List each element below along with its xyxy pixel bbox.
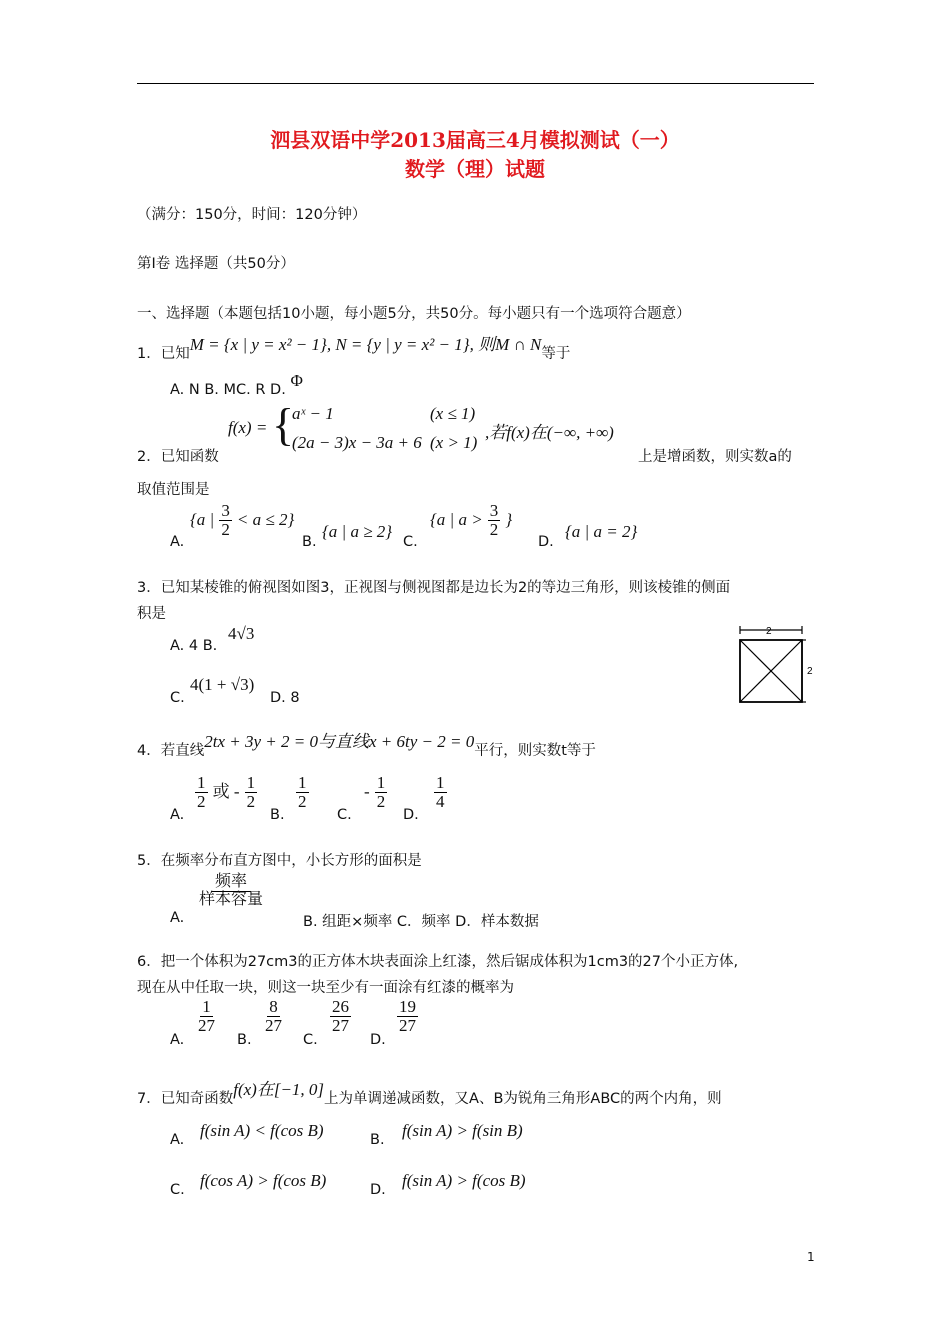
header-rule bbox=[137, 83, 814, 84]
q7-stem: 7．已知奇函数f(x)在[−1, 0]上为单调递减函数，又A、B为锐角三角形ABC的两个内角，则 bbox=[137, 1080, 722, 1107]
q2-option-a-math: {a | $\frac{3}{2}$ < a ≤ 2} bbox=[190, 501, 295, 539]
q1-phi: Φ bbox=[290, 371, 303, 390]
q5-option-a-label: A. bbox=[170, 910, 185, 926]
q4-stem: 4．若直线2tx + 3y + 2 = 0与直线x + 6ty − 2 = 0平行，则实数t等于 bbox=[137, 732, 596, 759]
q3-option-c-label: C. bbox=[170, 690, 185, 706]
q2-a-frac: $\frac{3}{2}$ bbox=[221, 501, 230, 539]
section-heading: 第Ⅰ卷 选择题（共50分） bbox=[137, 256, 295, 272]
q2-tail: ,若f(x)在(−∞, +∞) bbox=[485, 423, 614, 442]
fig-side-label: 2 bbox=[807, 666, 813, 677]
q5-options-rest: B. 组距×频率 C．频率 D．样本数据 bbox=[303, 914, 539, 930]
q3-option-d: D. 8 bbox=[270, 690, 300, 706]
q6-option-b-label: B. bbox=[237, 1032, 252, 1048]
q7-option-c-label: C. bbox=[170, 1182, 185, 1198]
q2-option-b-math: {a | a ≥ 2} bbox=[322, 522, 393, 541]
q1-math: M = {x | y = x² − 1}, N = {y | y = x² − 1}, 则M ∩ N bbox=[189, 335, 542, 354]
q4-option-d-label: D. bbox=[403, 807, 419, 823]
q6-option-c-math: $\frac{26}{27}$ bbox=[332, 997, 349, 1035]
q2-line2: 取值范围是 bbox=[137, 482, 210, 498]
q7-option-b-label: B. bbox=[370, 1132, 385, 1148]
q2-brace: { bbox=[272, 399, 295, 450]
q6-option-a-label: A. bbox=[170, 1032, 185, 1048]
q7-option-a-math: f(sin A) < f(cos B) bbox=[200, 1121, 324, 1140]
q6-option-a-math: $\frac{1}{27}$ bbox=[198, 997, 215, 1035]
q2-option-d-math: {a | a = 2} bbox=[565, 522, 638, 541]
q2-option-a-label: A. bbox=[170, 534, 185, 550]
q3-line1: 3．已知某棱锥的俯视图如图3，正视图与侧视图都是边长为2的等边三角形，则该棱锥的侧面 bbox=[137, 580, 731, 596]
q4-option-c-math: - $\frac{1}{2}$ bbox=[364, 773, 386, 811]
q4-option-d-math: $\frac{1}{4}$ bbox=[436, 773, 445, 811]
q2-case1: aˣ − 1 bbox=[292, 404, 334, 423]
q6-option-d-math: $\frac{19}{27}$ bbox=[399, 997, 416, 1035]
q3-option-c-math: 4(1 + √3) bbox=[190, 675, 255, 694]
q3-option-b-math: 4√3 bbox=[228, 624, 255, 643]
q7-option-c-math: f(cos A) > f(cos B) bbox=[200, 1171, 327, 1190]
q6-option-b-math: $\frac{8}{27}$ bbox=[265, 997, 282, 1035]
q2-prefix: 2．已知函数 bbox=[137, 449, 219, 465]
q6-line1: 6．把一个体积为27cm3的正方体木块表面涂上红漆，然后锯成体积为1cm3的27个小正方体, bbox=[137, 954, 739, 970]
q6-option-c-label: C. bbox=[303, 1032, 318, 1048]
q7-math: f(x)在[−1, 0] bbox=[233, 1080, 325, 1099]
exam-title: 泗县双语中学2013届高三4月模拟测试（一） bbox=[270, 128, 680, 152]
q7-option-d-math: f(sin A) > f(cos B) bbox=[402, 1171, 526, 1190]
q4-math: 2tx + 3y + 2 = 0与直线x + 6ty − 2 = 0 bbox=[204, 732, 475, 751]
q2-option-c-math: {a | a > $\frac{3}{2}$ } bbox=[430, 501, 513, 539]
q5-option-a-math: $\frac{\text{频率}}{\text{样本容量}}$ bbox=[199, 873, 264, 908]
q2-option-c-label: C. bbox=[403, 534, 418, 550]
q4-option-b-math: $\frac{1}{2}$ bbox=[298, 773, 307, 811]
q4-option-c-label: C. bbox=[337, 807, 352, 823]
q7-option-b-math: f(sin A) > f(sin B) bbox=[402, 1121, 523, 1140]
q1-stem: 1．已知M = {x | y = x² − 1}, N = {y | y = x² − 1}, 则M ∩ N等于 bbox=[137, 335, 571, 362]
exam-info: （满分：150分，时间：120分钟） bbox=[137, 207, 367, 223]
q5-line1: 5．在频率分布直方图中，小长方形的面积是 bbox=[137, 853, 422, 869]
page-number: 1 bbox=[807, 1250, 815, 1264]
q7-option-a-label: A. bbox=[170, 1132, 185, 1148]
q2-suffix: 上是增函数，则实数a的 bbox=[638, 449, 792, 465]
q3-line2: 积是 bbox=[137, 606, 166, 622]
q2-case2: (2a − 3)x − 3a + 6 bbox=[292, 433, 422, 452]
exam-subtitle: 数学（理）试题 bbox=[405, 157, 545, 181]
q2-cond2: (x > 1) bbox=[430, 433, 478, 452]
part-heading: 一、选择题（本题包括10小题，每小题5分，共50分。每小题只有一个选项符合题意） bbox=[137, 306, 691, 322]
q2-c-frac: $\frac{3}{2}$ bbox=[489, 501, 499, 539]
fig-top-label: 2 bbox=[766, 626, 772, 637]
q2-option-d-label: D. bbox=[538, 534, 554, 550]
q2-cond1: (x ≤ 1) bbox=[430, 404, 476, 423]
q4-option-b-label: B. bbox=[270, 807, 285, 823]
q4-option-a-label: A. bbox=[170, 807, 185, 823]
q1-options: A. N B. MC. R D. Φ bbox=[170, 371, 303, 398]
q3-option-ab: A. 4 B. bbox=[170, 638, 218, 654]
q4-option-a-math: $\frac{1}{2}$ 或 - $\frac{1}{2}$ bbox=[197, 773, 256, 811]
q7-option-d-label: D. bbox=[370, 1182, 386, 1198]
q6-line2: 现在从中任取一块，则这一块至少有一面涂有红漆的概率为 bbox=[137, 980, 514, 996]
q2-fx: f(x) = bbox=[228, 418, 268, 437]
q6-option-d-label: D. bbox=[370, 1032, 386, 1048]
q2-option-b-label: B. bbox=[302, 534, 317, 550]
q3-top-view-figure bbox=[730, 620, 820, 710]
